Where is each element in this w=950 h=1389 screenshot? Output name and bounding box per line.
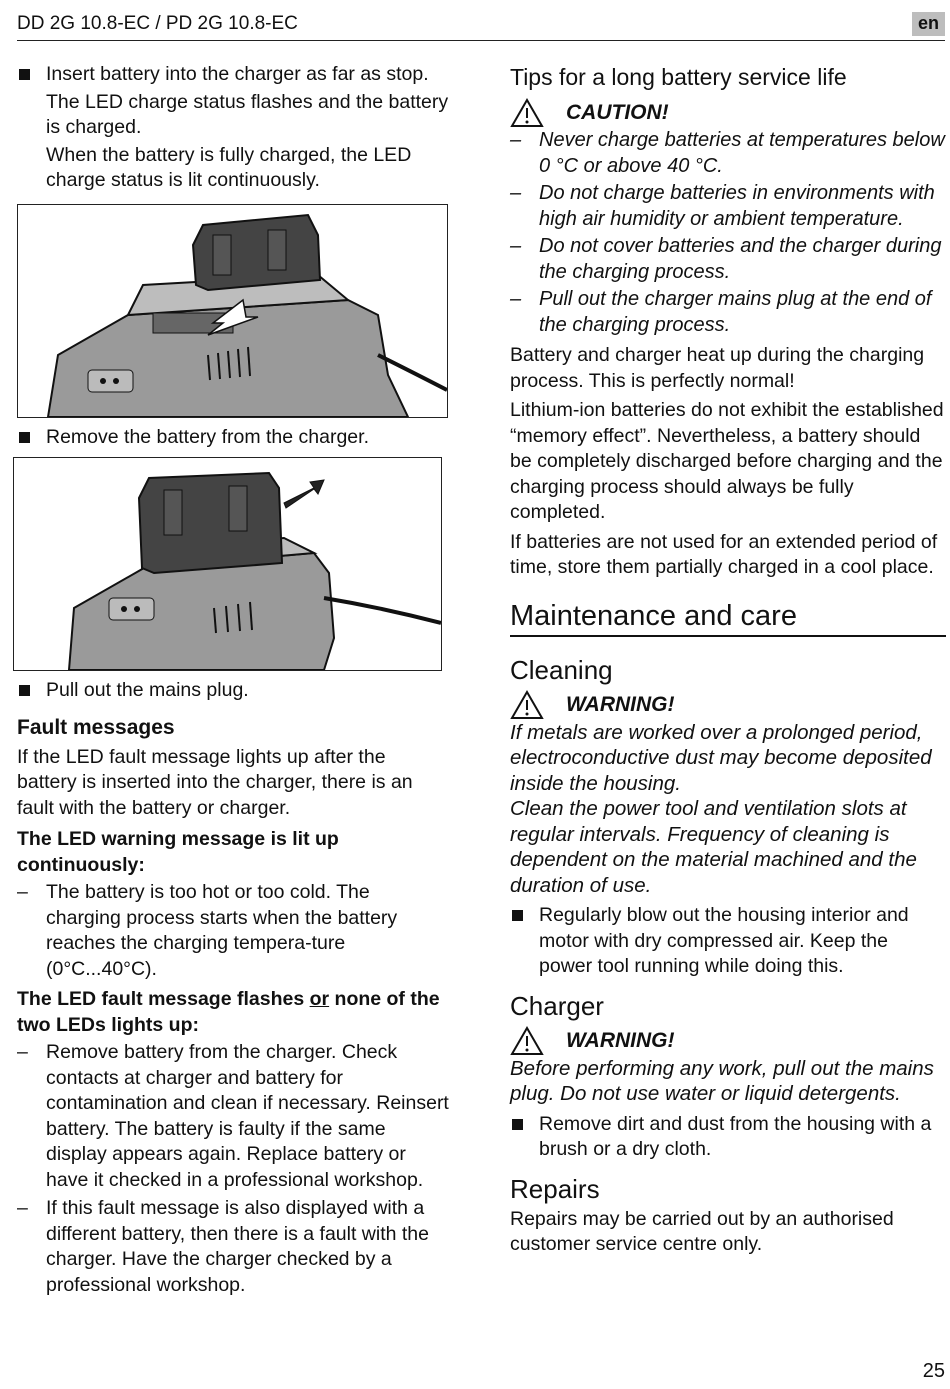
paragraph-storage: If batteries are not used for an extended period of time, store them partially charged in a cool place. bbox=[510, 530, 938, 578]
charger-heading: Charger bbox=[510, 990, 604, 1021]
bullet-square-icon bbox=[19, 432, 30, 443]
warning-lit-heading: The LED warning message is lit up continuously: bbox=[17, 828, 339, 876]
caution-list bbox=[510, 128, 946, 338]
bullet-square-icon bbox=[19, 69, 30, 80]
cleaning-warning-text: If metals are worked over a prolonged period, electroconductive dust may become deposited inside the housing. bbox=[510, 720, 932, 795]
caution-item: – Pull out the charger mains plug at the end of the charging process. bbox=[510, 288, 932, 336]
left-column bbox=[17, 62, 449, 1298]
step-insert-battery: Insert battery into the charger as far as stop. The LED charge status flashes and the battery is charged. When the battery is fully charged, the LED charge status is lit continuously. bbox=[17, 62, 449, 194]
language-badge: en bbox=[912, 12, 945, 36]
bullet-square-icon bbox=[19, 685, 30, 696]
warning-triangle-icon bbox=[510, 98, 544, 128]
fault-intro: If the LED fault message lights up after the battery is inserted into the charger, there is an fault with the battery or charger. bbox=[17, 745, 413, 819]
cleaning-warning-label: WARNING! bbox=[566, 692, 675, 716]
figure-insert-battery bbox=[17, 204, 448, 418]
maintenance-heading: Maintenance and care bbox=[510, 598, 946, 637]
charger-warning-text: Before performing any work, pull out the mains plug. Do not use water or liquid detergents. bbox=[510, 1056, 934, 1105]
document-title: DD 2G 10.8-EC / PD 2G 10.8-EC bbox=[17, 13, 298, 34]
page-number: 25 bbox=[922, 1360, 945, 1382]
cleaning-heading: Cleaning bbox=[510, 654, 613, 685]
charger-bullet: Remove dirt and dust from the housing with a brush or a dry cloth. bbox=[510, 1112, 946, 1163]
cleaning-warning-row bbox=[510, 690, 946, 720]
caution-item: – Do not cover batteries and the charger during the charging process. bbox=[510, 235, 942, 283]
bullet-square-icon bbox=[512, 1119, 523, 1130]
page-header bbox=[17, 10, 945, 41]
fault-messages-heading: Fault messages bbox=[17, 715, 175, 739]
warning-lit-item: – The battery is too hot or too cold. The charging process starts when the battery reaches the charging tempera-ture (0°C...40°C). bbox=[17, 881, 398, 980]
charger-warning-label: WARNING! bbox=[566, 1028, 675, 1052]
tips-heading: Tips for a long battery service life bbox=[510, 64, 847, 90]
fault-item: – If this fault message is also displayed with a different battery, then there is a fault with the charger. Have the charger checked by a professional workshop. bbox=[17, 1197, 430, 1296]
caution-label: CAUTION! bbox=[566, 101, 669, 124]
repairs-text: Repairs may be carried out by an authorised customer service centre only. bbox=[510, 1207, 894, 1255]
figure-remove-battery bbox=[13, 457, 442, 671]
bullet-square-icon bbox=[512, 910, 523, 921]
paragraph-heat: Battery and charger heat up during the charging process. This is perfectly normal! bbox=[510, 344, 925, 392]
repairs-heading: Repairs bbox=[510, 1173, 600, 1204]
step-pull-plug: Pull out the mains plug. bbox=[17, 678, 449, 704]
caution-item: – Never charge batteries at temperatures below 0 °C or above 40 °C. bbox=[510, 129, 945, 177]
caution-item: – Do not charge batteries in environments with high air humidity or ambient temperature. bbox=[510, 182, 935, 230]
right-column bbox=[510, 62, 946, 1258]
charger-insert-illustration bbox=[18, 205, 447, 417]
fault-item: – Remove battery from the charger. Check contacts at charger and battery for contamination and clean if necessary. Reinsert battery. The battery is faulty if the same display appears again. Replace battery or have it checked in a professional workshop. bbox=[17, 1041, 449, 1191]
fault-flashes-heading: The LED fault message flashes or none of the two LEDs lights up: bbox=[17, 988, 440, 1036]
charger-warning-row bbox=[510, 1026, 946, 1056]
step-remove-battery: Remove the battery from the charger. bbox=[17, 425, 449, 451]
cleaning-warning-text: Clean the power tool and ventilation slots at regular intervals. Frequency of cleaning is dependent on the material machined and the duration of use. bbox=[510, 797, 917, 897]
charger-remove-illustration bbox=[14, 458, 441, 670]
warning-triangle-icon bbox=[510, 1026, 544, 1056]
paragraph-memory-effect: Lithium-ion batteries do not exhibit the established “memory effect”. Nevertheless, a battery should be completely discharged before charging and the charging process should always be fully completed. bbox=[510, 399, 944, 523]
caution-row bbox=[510, 98, 946, 128]
cleaning-bullet: Regularly blow out the housing interior and motor with dry compressed air. Keep the power tool running while doing this. bbox=[510, 903, 946, 980]
warning-triangle-icon bbox=[510, 690, 544, 720]
